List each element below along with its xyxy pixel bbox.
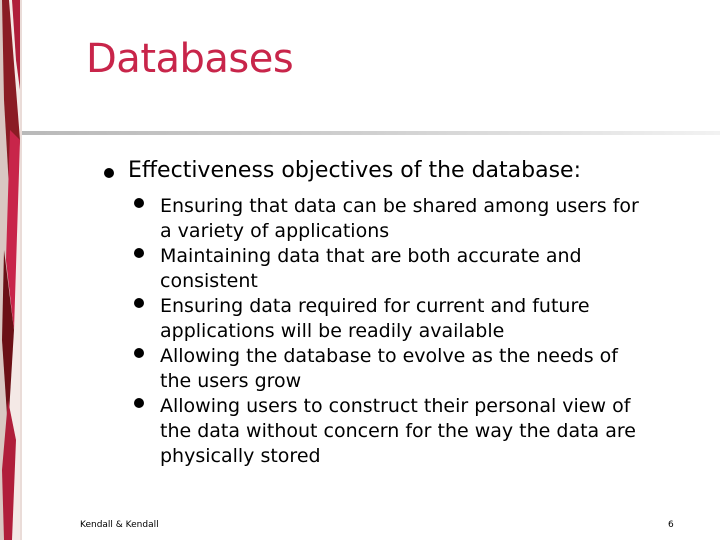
- sub-bullet-text: Ensuring that data can be shared among users for a variety of applications: [160, 195, 639, 242]
- sub-bullet: [134, 394, 704, 469]
- main-bullet-text: Effectiveness objectives of the database:: [128, 158, 581, 183]
- sub-bullet-list: [134, 194, 704, 469]
- sub-bullet: [134, 294, 704, 344]
- bullet-dot-icon: [134, 398, 144, 408]
- bullet-dot-icon: [104, 168, 114, 178]
- title-divider: [22, 131, 720, 135]
- bullet-dot-icon: [134, 298, 144, 308]
- sub-bullet-text: Ensuring data required for current and future applications will be readily available: [160, 295, 590, 342]
- left-decorative-border: [0, 0, 22, 540]
- bullet-dot-icon: [134, 198, 144, 208]
- footer-author: Kendall & Kendall: [80, 520, 159, 530]
- slide-title: Databases: [86, 36, 294, 82]
- sub-bullet: [134, 344, 704, 394]
- sub-bullet-text: Maintaining data that are both accurate and consistent: [160, 245, 582, 292]
- sub-bullet-text: Allowing users to construct their personal view of the data without concern for the way the data are physically stored: [160, 395, 636, 467]
- sub-bullet: [134, 194, 704, 244]
- sub-bullet-text: Allowing the database to evolve as the needs of the users grow: [160, 345, 618, 392]
- bullet-dot-icon: [134, 348, 144, 358]
- page-number: 6: [668, 520, 674, 530]
- bullet-dot-icon: [134, 248, 144, 258]
- sub-bullet: [134, 244, 704, 294]
